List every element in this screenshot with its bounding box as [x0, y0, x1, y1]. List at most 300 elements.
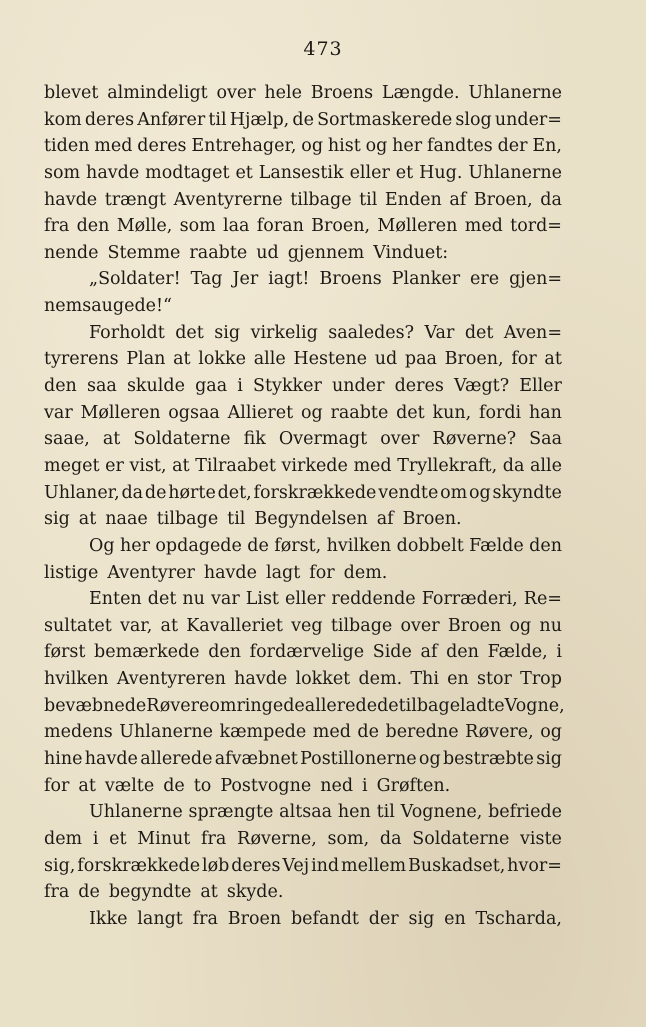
word: Allieret — [227, 402, 294, 423]
word: sprængte — [188, 802, 274, 823]
word: hele — [264, 83, 302, 103]
word: kom — [44, 109, 82, 130]
word: Enden — [384, 189, 442, 210]
word: Lansestik — [258, 162, 344, 183]
word: lokket — [295, 669, 351, 690]
word: listige — [44, 562, 99, 583]
word: Længde. — [381, 83, 460, 103]
text-line — [44, 320, 562, 347]
word: Fælde, — [487, 642, 548, 663]
word: Grøften. — [376, 775, 451, 796]
word: deres — [231, 855, 281, 876]
text-line — [44, 773, 562, 800]
word: tilbage — [156, 509, 219, 530]
word: Sortmaskerede — [317, 109, 453, 130]
word: hine — [44, 749, 83, 770]
word: dem. — [358, 669, 403, 690]
word: skulde — [126, 376, 185, 397]
text-line — [44, 613, 562, 640]
word: tord= — [510, 216, 562, 237]
word: befandt — [290, 908, 359, 929]
word: et — [395, 162, 414, 183]
word: som — [179, 216, 216, 237]
word: Anfører — [137, 109, 206, 130]
text-line — [44, 879, 562, 906]
text-line — [44, 826, 562, 853]
word: Uhlanerne — [468, 83, 562, 103]
word: List — [245, 589, 279, 610]
word: de — [163, 775, 185, 796]
word: sig, — [44, 855, 76, 876]
word: og — [365, 136, 388, 157]
word: Re= — [523, 589, 562, 610]
word: hvilken — [44, 669, 109, 690]
word: omringede — [209, 695, 305, 716]
word: da — [502, 455, 525, 476]
word: for — [309, 562, 335, 583]
text-line — [44, 586, 562, 613]
word: mellem — [341, 855, 407, 876]
word: viste — [520, 828, 562, 849]
word: saa — [86, 376, 117, 397]
word: Tryllekraft, — [397, 455, 498, 476]
word: nemsaugede!“ — [44, 296, 173, 317]
word: kun, — [432, 402, 472, 423]
word: langt — [137, 908, 183, 929]
word: om — [440, 482, 468, 503]
word: og — [300, 402, 323, 423]
word: Side — [372, 642, 412, 663]
word: En, — [532, 136, 562, 157]
word: fordærvelige — [249, 642, 365, 663]
word: og — [469, 482, 491, 503]
word: virkelig — [250, 322, 318, 343]
word: bevæbnede — [44, 695, 147, 716]
word: kæmpede — [219, 722, 307, 743]
word: sig — [214, 322, 241, 343]
word: tilbage — [330, 615, 393, 636]
word: Aventyrer — [107, 562, 195, 583]
word: hvor= — [507, 855, 562, 876]
word: det — [464, 322, 494, 343]
word: foran — [256, 216, 304, 237]
text-line — [44, 187, 562, 214]
word: ned — [320, 775, 354, 796]
word: gjen= — [509, 269, 562, 290]
word: til — [359, 189, 378, 210]
word: slog — [455, 109, 492, 130]
word: fra — [44, 216, 70, 237]
word: Aventyrerne — [173, 189, 283, 210]
text-line — [44, 480, 562, 507]
word: fik — [243, 429, 266, 450]
word: Minut — [137, 828, 191, 849]
word: blevet — [44, 83, 99, 103]
word: Aven= — [503, 322, 562, 343]
word: skyndte — [492, 482, 562, 503]
word: fra — [201, 828, 227, 849]
word: en — [447, 669, 469, 690]
word: havde — [44, 189, 98, 210]
word: Broen — [447, 615, 502, 636]
word: de — [292, 109, 314, 130]
word: de — [377, 695, 399, 716]
word: lagt — [265, 562, 301, 583]
word: en — [444, 908, 466, 929]
word: befriede — [488, 802, 562, 823]
word: og — [540, 722, 562, 743]
word: forskrækkede — [253, 482, 377, 503]
word: fra — [192, 908, 218, 929]
word: først — [44, 642, 86, 663]
text-line — [44, 293, 562, 320]
word: den — [44, 376, 77, 397]
word: med — [312, 722, 351, 743]
word: var — [44, 402, 73, 423]
word: til — [376, 802, 395, 823]
word: laa — [223, 216, 250, 237]
word: sig — [536, 749, 562, 770]
word: beredne — [385, 722, 459, 743]
word: af — [376, 509, 394, 530]
word: over — [380, 429, 420, 450]
word: paa — [404, 349, 437, 370]
word: Buskadset, — [408, 855, 506, 876]
word: som — [44, 162, 81, 183]
text-line — [44, 346, 562, 373]
word: bemærkede — [94, 642, 200, 663]
word: under — [332, 376, 385, 397]
word: Broen. — [402, 509, 462, 530]
text-line — [44, 160, 562, 187]
word: Vogne, — [504, 695, 565, 716]
word: saae, — [44, 429, 90, 450]
word: tyrerens — [44, 349, 119, 370]
word: over — [400, 615, 440, 636]
word: og — [509, 615, 532, 636]
word: Aventyreren — [116, 669, 226, 690]
text-line — [44, 133, 562, 160]
word: havde — [84, 749, 138, 770]
word: havde — [86, 162, 140, 183]
word: deres — [394, 376, 444, 397]
text-line — [44, 853, 562, 880]
word: tiden — [44, 136, 90, 157]
word: medens — [44, 722, 113, 743]
word: trængt — [104, 189, 167, 210]
word: for — [511, 349, 537, 370]
word: Broen, — [444, 349, 504, 370]
word: dem. — [343, 562, 388, 583]
word: i — [92, 828, 99, 849]
word: Vinduet: — [373, 242, 449, 263]
word: til — [208, 109, 227, 130]
word: skyde. — [226, 882, 284, 903]
word: de — [144, 482, 167, 503]
word: den — [446, 642, 479, 663]
word: han — [528, 402, 562, 423]
word: var, — [119, 615, 153, 636]
word: iagt! — [268, 269, 310, 290]
word: forskrækkede — [77, 855, 201, 876]
word: de — [357, 722, 379, 743]
word: her — [392, 136, 423, 157]
word: Postvogne — [220, 775, 312, 796]
text-line — [44, 266, 562, 293]
word: stor — [477, 669, 512, 690]
word: det — [396, 402, 425, 423]
word: bestræbte — [442, 749, 534, 770]
word: begyndte — [108, 882, 192, 903]
word: eller — [349, 162, 390, 183]
word: Thi — [410, 669, 439, 690]
word: havde — [203, 562, 257, 583]
word: sig — [44, 509, 70, 530]
word: Mølleren — [80, 402, 161, 423]
word: hist — [327, 136, 361, 157]
word: der — [497, 136, 528, 157]
word: sig — [408, 908, 435, 929]
word: Vej — [282, 855, 310, 876]
word: Tilraabet — [195, 455, 276, 476]
word: „Soldater! — [89, 269, 181, 290]
word: fra — [44, 882, 70, 903]
word: i — [362, 775, 368, 796]
word: Forræderi, — [421, 589, 518, 610]
word: Entrehager, — [191, 136, 297, 157]
word: deres — [84, 109, 135, 130]
word: at — [78, 775, 96, 796]
word: her — [119, 535, 150, 556]
word: Jer — [232, 269, 259, 290]
word: Broen, — [311, 216, 371, 237]
word: Stykker — [253, 376, 322, 397]
word: Hjælp, — [229, 109, 290, 130]
word: fandtes — [426, 136, 493, 157]
word: Vognene, — [400, 802, 483, 823]
word: det, — [217, 482, 252, 503]
word: fordi — [478, 402, 522, 423]
word: tilbage — [290, 189, 352, 210]
word: det — [147, 589, 177, 610]
word: de — [78, 882, 100, 903]
word: Uhlaner, — [44, 482, 120, 503]
word: raabte — [189, 242, 248, 263]
word: Overmagt — [278, 429, 368, 450]
word: Fælde — [469, 535, 524, 556]
word: naae — [105, 509, 148, 530]
word: Og — [89, 535, 115, 556]
word: Mølle, — [116, 216, 173, 237]
word: af — [449, 189, 467, 210]
word: modtaget — [145, 162, 230, 183]
word: er — [105, 455, 124, 476]
word: havde — [234, 669, 288, 690]
word: alle — [253, 349, 286, 370]
word: ere — [470, 269, 500, 290]
word: ogsaa — [168, 402, 220, 423]
word: Ikke — [89, 908, 128, 929]
word: de — [247, 535, 269, 556]
word: over — [216, 83, 256, 103]
word: Eller — [519, 376, 562, 397]
word: at — [78, 509, 97, 530]
word: hørte — [168, 482, 216, 503]
text-line — [44, 560, 562, 587]
word: Kavalleriet — [186, 615, 283, 636]
word: at — [102, 429, 121, 450]
word: lokke — [198, 349, 246, 370]
word: under= — [494, 109, 562, 130]
text-line — [44, 213, 562, 240]
word: Tag — [190, 269, 223, 290]
word: Broen — [227, 908, 282, 929]
word: at — [173, 349, 191, 370]
word: gjennem — [287, 242, 365, 263]
word: Røvere — [146, 695, 210, 716]
word: Enten — [89, 589, 142, 610]
word: hen — [337, 802, 371, 823]
word: i — [556, 642, 562, 663]
word: og — [418, 749, 441, 770]
word: Uhlanerne — [89, 802, 183, 823]
text-line — [44, 639, 562, 666]
word: dobbelt — [396, 535, 464, 556]
word: da — [121, 482, 144, 503]
word: Røverne? — [432, 429, 517, 450]
word: vælte — [104, 775, 155, 796]
word: Forholdt — [89, 322, 165, 343]
word: et — [109, 828, 127, 849]
text-line — [44, 426, 562, 453]
word: den — [208, 642, 242, 663]
word: tilbageladte — [398, 695, 505, 716]
text-line — [44, 799, 562, 826]
text-line — [44, 906, 562, 933]
page-number: 473 — [303, 38, 343, 60]
word: Broens — [310, 83, 374, 103]
word: reddende — [331, 589, 416, 610]
word: Var — [424, 322, 455, 343]
word: Broens — [319, 269, 382, 290]
text-line — [44, 373, 562, 400]
word: da — [540, 189, 562, 210]
word: vendte — [378, 482, 439, 503]
word: Postillonerne — [300, 749, 417, 770]
word: med — [353, 455, 392, 476]
word: til — [227, 509, 246, 530]
word: Soldaterne — [412, 828, 510, 849]
word: afvæbnet — [214, 749, 298, 770]
text-line — [44, 400, 562, 427]
word: Røvere, — [465, 722, 534, 743]
word: Soldaterne — [133, 429, 231, 450]
word: Planker — [391, 269, 461, 290]
word: ud — [256, 242, 279, 263]
word: et — [235, 162, 253, 183]
text-line — [44, 80, 562, 107]
word: meget — [44, 455, 100, 476]
word: for — [44, 775, 70, 796]
word: Hestene — [293, 349, 367, 370]
word: der — [368, 908, 399, 929]
word: gaa — [195, 376, 228, 397]
word: alle — [529, 455, 562, 476]
word: da — [379, 828, 402, 849]
word: virkede — [281, 455, 348, 476]
body-text — [44, 80, 565, 933]
word: Broen, — [473, 189, 533, 210]
word: Røverne, — [236, 828, 317, 849]
word: med — [94, 136, 133, 157]
word: Tscharda, — [475, 908, 562, 929]
text-line — [44, 506, 562, 533]
word: det — [175, 322, 204, 343]
word: og — [301, 136, 324, 157]
word: Mølleren — [377, 216, 458, 237]
word: at — [544, 349, 562, 370]
word: raabte — [330, 402, 389, 423]
word: af — [420, 642, 438, 663]
text-line — [44, 453, 562, 480]
word: ind — [311, 855, 340, 876]
word: var — [211, 589, 240, 610]
word: allerede — [140, 749, 213, 770]
word: eller — [285, 589, 326, 610]
word: sultatet — [44, 615, 112, 636]
word: at — [200, 882, 218, 903]
text-line — [44, 240, 562, 267]
word: ud — [374, 349, 398, 370]
word: dem — [44, 828, 83, 849]
text-line — [44, 693, 565, 720]
text-line — [44, 533, 562, 560]
text-line — [44, 746, 562, 773]
word: løb — [202, 855, 230, 876]
word: nende — [44, 242, 99, 263]
word: Begyndelsen — [254, 509, 368, 530]
word: hvilken — [326, 535, 392, 556]
word: som, — [327, 828, 370, 849]
word: altsaa — [279, 802, 333, 823]
word: Vægt? — [453, 376, 510, 397]
word: den — [529, 535, 562, 556]
word: deres — [137, 136, 187, 157]
word: nu — [182, 589, 205, 610]
word: Hug. — [419, 162, 463, 183]
word: allerede — [304, 695, 378, 716]
text-line — [44, 107, 562, 134]
word: Uhlanerne — [119, 722, 213, 743]
word: i — [237, 376, 243, 397]
word: vist, — [129, 455, 167, 476]
word: Stemme — [107, 242, 181, 263]
word: to — [193, 775, 212, 796]
word: Uhlanerne — [468, 162, 562, 183]
word: veg — [291, 615, 323, 636]
text-line — [44, 719, 562, 746]
word: Plan — [126, 349, 166, 370]
word: med — [464, 216, 503, 237]
word: at — [172, 455, 190, 476]
word: saaledes? — [328, 322, 414, 343]
word: Trop — [520, 669, 562, 690]
word: Saa — [529, 429, 562, 450]
text-line — [44, 666, 562, 693]
word: nu — [539, 615, 562, 636]
word: almindeligt — [107, 83, 208, 103]
word: først, — [274, 535, 322, 556]
